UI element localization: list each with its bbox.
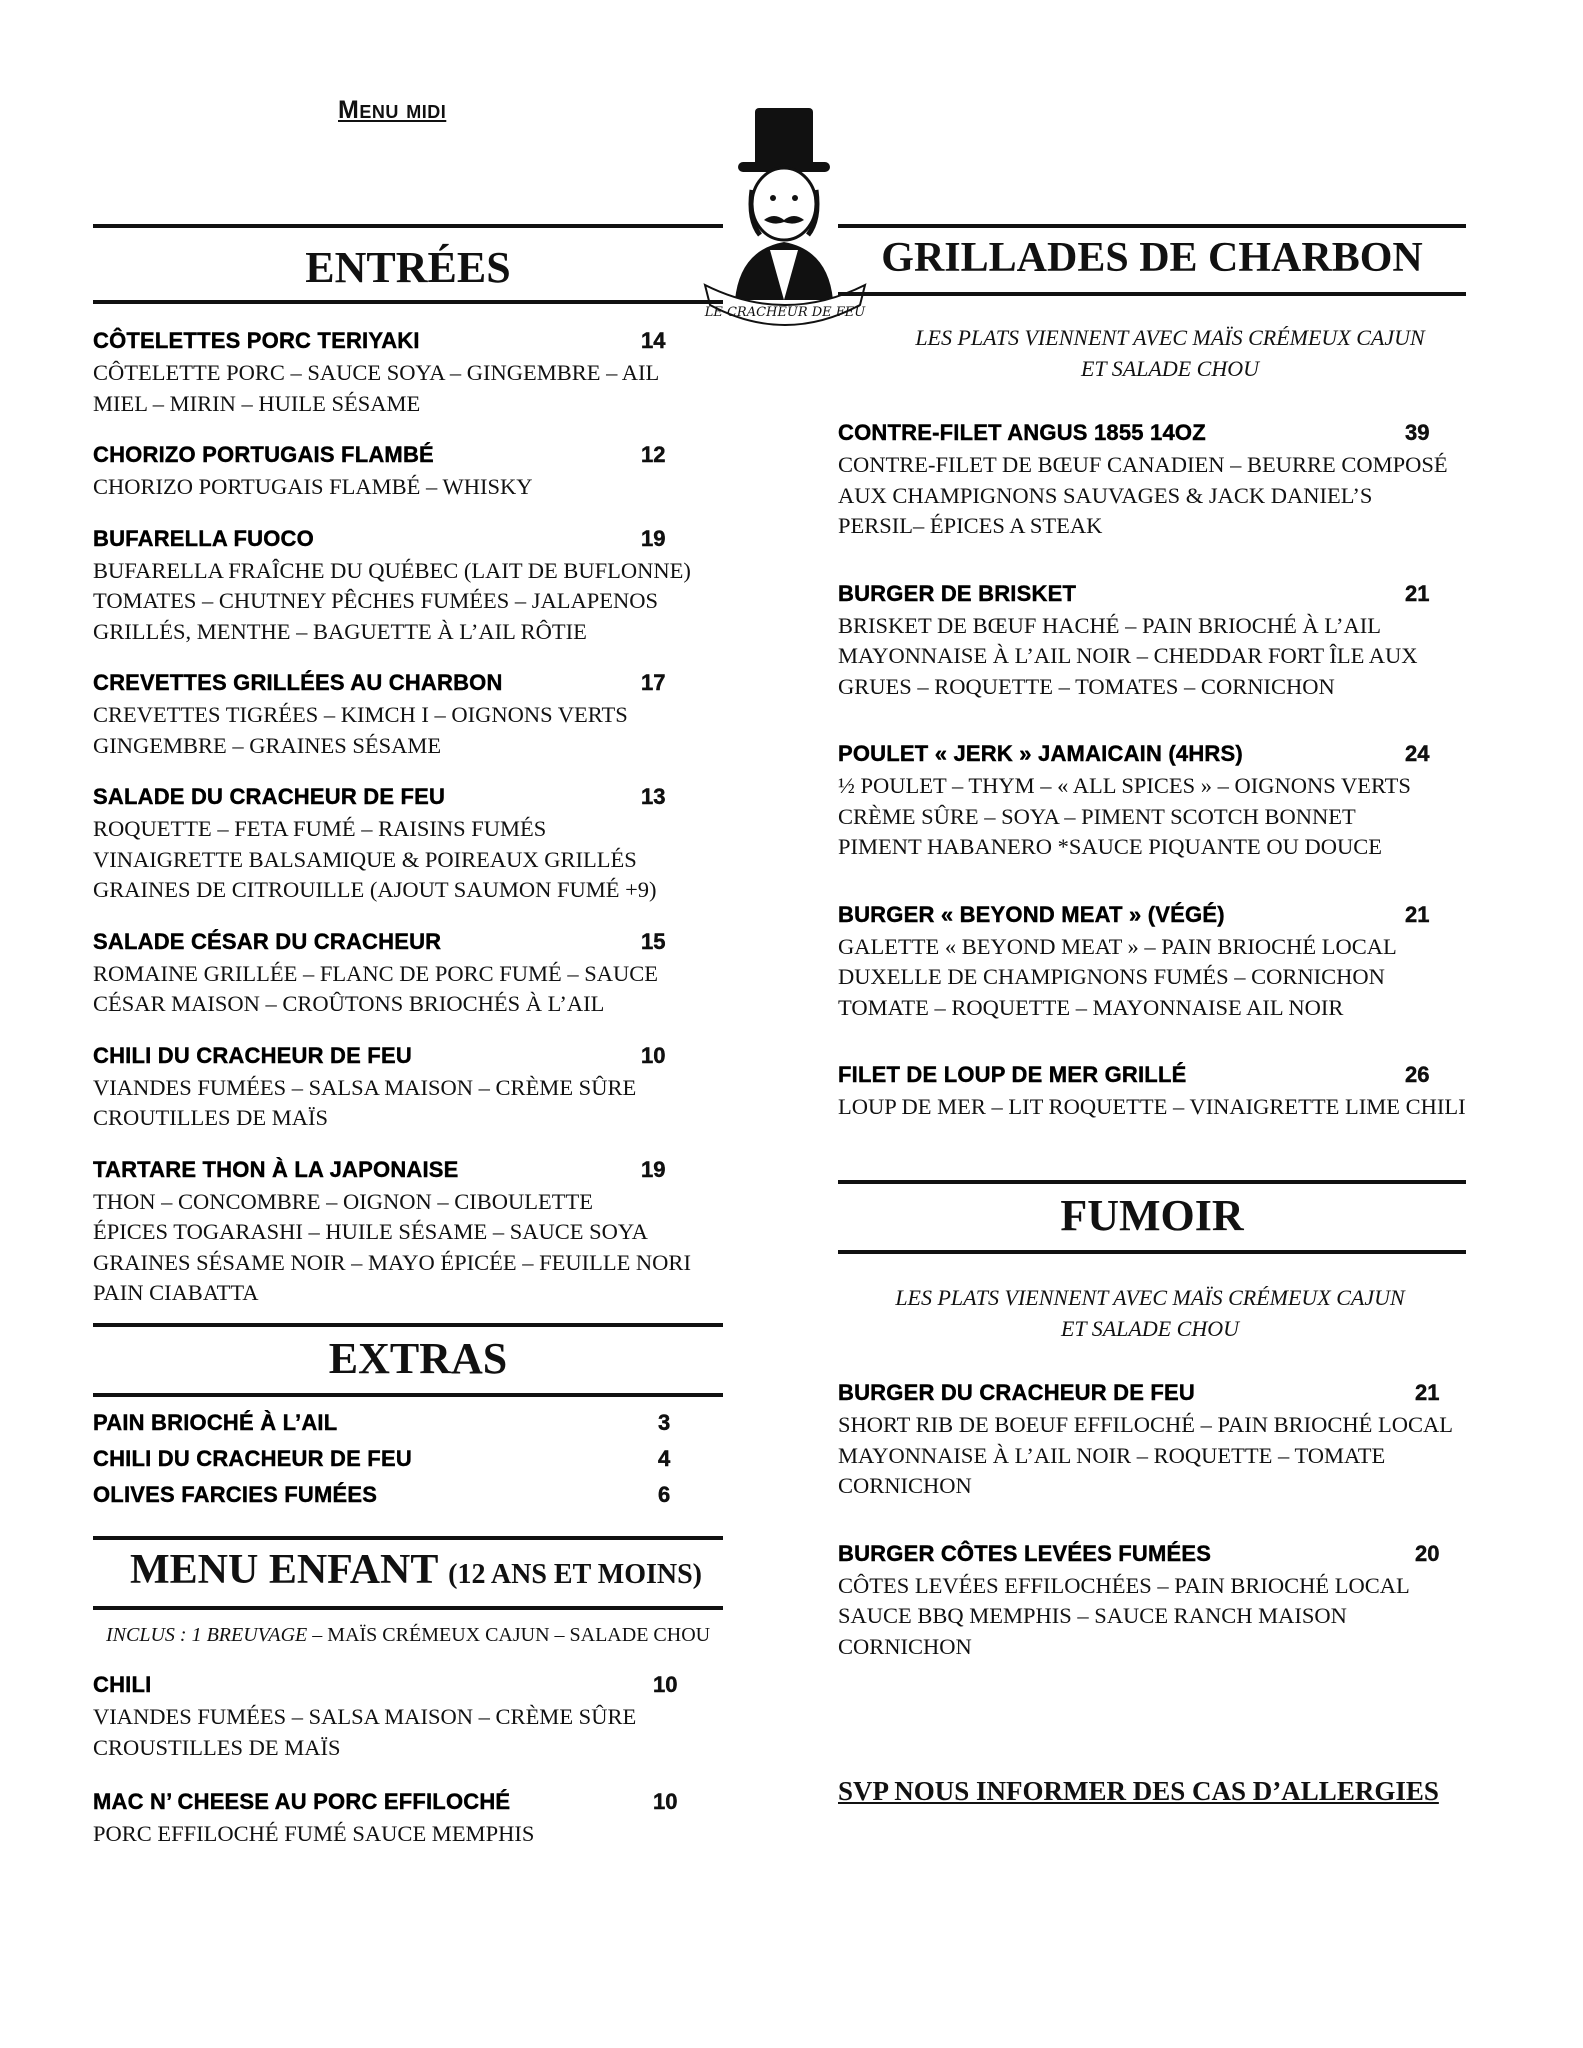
item-description-line: CORNICHON	[838, 1633, 972, 1659]
extras-title: EXTRAS	[328, 1334, 508, 1383]
enfant-inclus-note	[106, 1624, 710, 1647]
item-description-line: MIEL – MIRIN – HUILE SÉSAME	[93, 390, 421, 416]
item-price: 26	[1405, 1062, 1430, 1087]
grillades-note-line-1: LES PLATS VIENNENT AVEC MAÏS CRÉMEUX CAJUN	[915, 325, 1425, 350]
item-name: BURGER DE BRISKET	[838, 580, 1077, 606]
item-description-line: VINAIGRETTE BALSAMIQUE & POIREAUX GRILLÉS	[93, 846, 637, 872]
item-name: CHILI	[93, 1672, 152, 1697]
item-description-line: SAUCE BBQ MEMPHIS – SAUCE RANCH MAISON	[838, 1603, 1347, 1628]
entree-item	[93, 929, 733, 1020]
item-description-line: PORC EFFILOCHÉ FUMÉ SAUCE MEMPHIS	[93, 1821, 535, 1846]
grillade-item	[838, 741, 1498, 863]
grillade-item	[838, 902, 1498, 1024]
entree-item	[93, 1043, 733, 1134]
entree-item	[93, 784, 733, 906]
item-price: 6	[658, 1482, 671, 1507]
fumoir-item	[838, 1541, 1498, 1663]
item-name: CÔTELETTES PORC TERIYAKI	[93, 328, 420, 353]
item-description-line: DUXELLE DE CHAMPIGNONS FUMÉS – CORNICHON	[838, 964, 1385, 989]
item-description-line: AUX CHAMPIGNONS SAUVAGES & JACK DANIEL’S	[838, 482, 1373, 508]
item-price: 20	[1415, 1540, 1440, 1566]
item-description-line: CRÈME SÛRE – SOYA – PIMENT SCOTCH BONNET	[838, 803, 1356, 829]
item-name: CREVETTES GRILLÉES AU CHARBON	[93, 670, 503, 695]
grillade-item	[838, 581, 1498, 703]
logo-text: LE CRACHEUR DE FEU	[704, 305, 866, 320]
item-description-line: CHORIZO PORTUGAIS FLAMBÉ – WHISKY	[93, 474, 533, 499]
grillades-note-line-2: ET SALADE CHOU	[1080, 356, 1260, 381]
entree-item	[93, 442, 733, 503]
entree-item	[93, 526, 733, 648]
item-price: 14	[641, 328, 666, 353]
item-description-line: PAIN CIABATTA	[93, 1280, 259, 1305]
item-name: SALADE CÉSAR DU CRACHEUR	[93, 928, 442, 954]
item-description-line: CORNICHON	[838, 1473, 972, 1498]
extras-bottom-rule	[93, 1393, 723, 1397]
item-description-line: BUFARELLA FRAÎCHE DU QUÉBEC (LAIT DE BUFLONNE)	[93, 557, 691, 583]
menu-midi-label: Menu midi	[338, 96, 447, 124]
item-price: 24	[1405, 741, 1430, 766]
enfant-title	[130, 1546, 702, 1594]
fumoir-title: FUMOIR	[1060, 1191, 1244, 1240]
enfant-inclus-rest: – MAÏS CRÉMEUX CAJUN – SALADE CHOU	[307, 1624, 711, 1646]
extras-top-rule	[93, 1323, 723, 1327]
item-description-line: TOMATE – ROQUETTE – MAYONNAISE AIL NOIR	[838, 994, 1344, 1020]
allergies-notice: SVP NOUS INFORMER DES CAS D’ALLERGIES	[838, 1776, 1439, 1806]
item-price: 17	[641, 670, 666, 695]
entree-item	[93, 1157, 733, 1309]
item-description-line: TOMATES – CHUTNEY PÊCHES FUMÉES – JALAPENOS	[93, 588, 659, 613]
enfant-item	[93, 1672, 733, 1763]
item-description-line: CÔTES LEVÉES EFFILOCHÉES – PAIN BRIOCHÉ LOCAL	[838, 1572, 1410, 1598]
item-price: 19	[641, 525, 666, 551]
item-name: TARTARE THON À LA JAPONAISE	[93, 1156, 459, 1182]
item-name: CHILI DU CRACHEUR DE FEU	[93, 1042, 412, 1068]
item-price: 10	[653, 1672, 678, 1697]
fumoir-item	[838, 1380, 1498, 1502]
item-name: OLIVES FARCIES FUMÉES	[93, 1482, 378, 1507]
grillades-note	[860, 322, 1480, 384]
item-description-line: ½ POULET – THYM – « ALL SPICES » – OIGNONS VERTS	[838, 773, 1411, 798]
item-description-line: CÔTELETTE PORC – SAUCE SOYA – GINGEMBRE – AIL	[93, 360, 660, 385]
item-name: CHILI DU CRACHEUR DE FEU	[93, 1446, 412, 1471]
item-price: 4	[658, 1446, 671, 1471]
grillade-item	[838, 420, 1498, 542]
item-description-line: BRISKET DE BŒUF HACHÉ – PAIN BRIOCHÉ À L’AIL	[838, 612, 1381, 638]
item-name: BURGER CÔTES LEVÉES FUMÉES	[838, 1540, 1212, 1566]
item-description-line: PIMENT HABANERO *SAUCE PIQUANTE OU DOUCE	[838, 834, 1382, 859]
entree-item	[93, 328, 733, 419]
item-description-line: VIANDES FUMÉES – SALSA MAISON – CRÈME SÛRE	[93, 1704, 637, 1729]
enfant-title-main: MENU ENFANT	[130, 1547, 438, 1593]
fumoir-note-line-1: LES PLATS VIENNENT AVEC MAÏS CRÉMEUX CAJUN	[895, 1285, 1405, 1310]
item-name: BURGER « BEYOND MEAT » (VÉGÉ)	[838, 901, 1225, 927]
item-description-line: CROUSTILLES DE MAÏS	[93, 1734, 341, 1760]
item-name: POULET « JERK » JAMAICAIN (4HRS)	[838, 741, 1243, 766]
item-name: BUFARELLA FUOCO	[93, 525, 314, 551]
entrees-title: ENTRÉES	[305, 243, 511, 292]
item-description-line: GRILLÉS, MENTHE – BAGUETTE À L’AIL RÔTIE	[93, 618, 587, 644]
extra-item	[93, 1410, 733, 1436]
extra-item	[93, 1446, 733, 1472]
item-name: FILET DE LOUP DE MER GRILLÉ	[838, 1062, 1187, 1087]
item-description-line: CONTRE-FILET DE BŒUF CANADIEN – BEURRE COMPOSÉ	[838, 452, 1448, 477]
enfant-top-rule	[93, 1536, 723, 1540]
item-price: 21	[1415, 1380, 1440, 1405]
extra-item	[93, 1482, 733, 1508]
item-price: 21	[1405, 901, 1430, 927]
item-name: MAC N’ CHEESE AU PORC EFFILOCHÉ	[93, 1789, 511, 1814]
item-description-line: GALETTE « BEYOND MEAT » – PAIN BRIOCHÉ LOCAL	[838, 933, 1397, 959]
item-description-line: MAYONNAISE À L’AIL NOIR – CHEDDAR FORT ÎLE AUX	[838, 643, 1418, 668]
fumoir-bottom-rule	[838, 1250, 1466, 1254]
item-description-line: GRUES – ROQUETTE – TOMATES – CORNICHON	[838, 673, 1335, 699]
item-price: 39	[1405, 420, 1430, 445]
item-name: SALADE DU CRACHEUR DE FEU	[93, 784, 446, 809]
item-description-line: PERSIL– ÉPICES A STEAK	[838, 513, 1103, 538]
item-description-line: GRAINES DE CITROUILLE (AJOUT SAUMON FUMÉ +9)	[93, 877, 657, 902]
entree-item	[93, 670, 733, 761]
entrees-bottom-rule	[93, 300, 723, 304]
item-price: 13	[641, 784, 666, 809]
grillades-bottom-rule	[838, 292, 1466, 296]
grillade-item	[838, 1062, 1498, 1123]
item-description-line: CREVETTES TIGRÉES – KIMCH I – OIGNONS VERTS	[93, 702, 628, 727]
item-description-line: LOUP DE MER – LIT ROQUETTE – VINAIGRETTE LIME CHILI	[838, 1094, 1466, 1119]
fumoir-note-line-2: ET SALADE CHOU	[1060, 1316, 1240, 1341]
item-name: PAIN BRIOCHÉ À L’AIL	[93, 1410, 338, 1435]
item-description-line: THON – CONCOMBRE – OIGNON – CIBOULETTE	[93, 1188, 593, 1214]
fumoir-note	[840, 1282, 1460, 1344]
item-name: BURGER DU CRACHEUR DE FEU	[838, 1380, 1196, 1405]
entrees-top-rule	[93, 224, 723, 228]
item-name: CONTRE-FILET ANGUS 1855 14OZ	[838, 420, 1206, 445]
grillades-title: GRILLADES DE CHARBON	[881, 235, 1423, 281]
item-description-line: MAYONNAISE À L’AIL NOIR – ROQUETTE – TOMATE	[838, 1442, 1386, 1468]
enfant-bottom-rule	[93, 1606, 723, 1610]
item-description-line: ROQUETTE – FETA FUMÉ – RAISINS FUMÉS	[93, 816, 547, 841]
item-name: CHORIZO PORTUGAIS FLAMBÉ	[93, 442, 434, 467]
item-description-line: VIANDES FUMÉES – SALSA MAISON – CRÈME SÛRE	[93, 1074, 637, 1100]
item-description-line: SHORT RIB DE BOEUF EFFILOCHÉ – PAIN BRIOCHÉ LOCAL	[838, 1412, 1453, 1437]
item-description-line: CÉSAR MAISON – CROÛTONS BRIOCHÉS À L’AIL	[93, 991, 605, 1016]
item-description-line: ROMAINE GRILLÉE – FLANC DE PORC FUMÉ – SAUCE	[93, 960, 659, 986]
item-description-line: GRAINES SÉSAME NOIR – MAYO ÉPICÉE – FEUILLE NORI	[93, 1249, 691, 1275]
item-price: 15	[641, 928, 666, 954]
item-price: 12	[641, 442, 666, 467]
item-price: 3	[658, 1410, 671, 1435]
item-description-line: ÉPICES TOGARASHI – HUILE SÉSAME – SAUCE SOYA	[93, 1219, 648, 1244]
item-price: 19	[641, 1156, 666, 1182]
enfant-title-sub: (12 ANS ET MOINS)	[448, 1559, 702, 1590]
item-description-line: CROUTILLES DE MAÏS	[93, 1105, 328, 1130]
grillades-top-rule	[838, 224, 1466, 228]
enfant-item	[93, 1789, 733, 1850]
item-description-line: GINGEMBRE – GRAINES SÉSAME	[93, 732, 442, 758]
item-price: 10	[641, 1042, 666, 1068]
enfant-inclus-label: INCLUS : 1 BREUVAGE	[106, 1624, 308, 1646]
item-price: 10	[653, 1789, 678, 1814]
fumoir-top-rule	[838, 1180, 1466, 1184]
item-price: 21	[1405, 580, 1430, 606]
